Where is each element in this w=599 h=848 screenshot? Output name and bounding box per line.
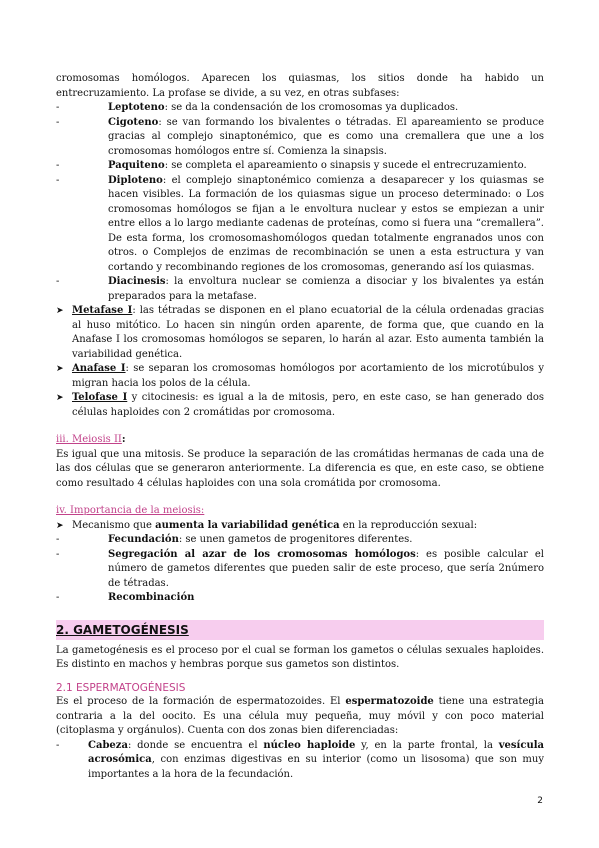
meiosis2-heading (56, 433, 544, 448)
item-text: : el complejo sinaptonémico comienza a desaparecer y los quiasmas se hacen visibles. La formación de los quiasmas sigue un proceso determinado: o Los cromosomas homólogos se fijan a le envoltura nuclear y estos se empiezan a unir entre ellos a lo largo mediante cadenas de proteínas, como si fuera una “cremallera”. De esta forma, los cromosomashomólogos quedan totalmente engranados unos con otros. o Complejos de enzimas de recombinación se unen a esta estructura y van cortando y recombinando regiones de los cromosomas, generando así los quiasmas. (108, 174, 544, 273)
arrow-bullet-icon: ➤ (56, 393, 64, 403)
list-item (56, 739, 544, 783)
espermato-heading: 2.1 ESPERMATOGÉNESIS (56, 681, 186, 694)
term-diacinesis: Diacinesis (108, 276, 166, 287)
heading-colon: : (121, 434, 126, 445)
term-paquiteno: Paquiteno (108, 160, 165, 171)
term-fecundacion: Fecundación (108, 534, 179, 545)
item-text: : se completa el apareamiento o sinapsis y sucede el entrecruzamiento. (164, 160, 527, 171)
item-text: y, en la parte frontal, la (355, 739, 499, 751)
dash-bullet: - (56, 534, 60, 545)
section-title: 2. GAMETOGÉNESIS (56, 622, 189, 637)
arrow-bullet-icon: ➤ (56, 306, 64, 316)
lead-text-post: en la reproducción sexual: (339, 519, 478, 531)
term-leptoteno: Leptoteno (108, 102, 165, 113)
item-text: : las tétradas se disponen en el plano ecuatorial de la célula ordenadas gracias al huso mitótico. Lo hacen sin ningún orden aparente, de forma que, que cuando en la Anafase I los cromosomas homólogos se separen, lo harán al azar. Esto aumenta también la variabilidad genética. (72, 305, 545, 360)
espermato-paragraph (56, 695, 544, 739)
gametogenesis-heading (56, 620, 544, 640)
dash-bullet: - (56, 592, 60, 603)
list-item (56, 304, 544, 362)
list-item (56, 101, 544, 116)
item-text: y citocinesis: es igual a la de mitosis, pero, en este caso, se han generado dos células haploides con 2 cromátidas por cromosoma. (72, 392, 544, 418)
item-text: : se da la condensación de los cromosomas ya duplicados. (164, 102, 459, 113)
item-text: : donde se encuentra el (127, 739, 264, 751)
dash-bullet: - (56, 102, 60, 113)
lead-text: Mecanismo que (72, 519, 156, 531)
dash-bullet: - (56, 160, 60, 171)
dash-bullet: - (56, 276, 60, 287)
importancia-heading (56, 504, 544, 519)
list-item (56, 533, 544, 548)
arrow-bullet-icon: ➤ (56, 520, 64, 531)
dash-bullet: - (56, 548, 60, 560)
item-text: : se separan los cromosomas homólogos por acortamiento de los microtúbulos y migran hacia los polos de la célula. (72, 363, 544, 389)
term-diploteno: Diploteno (108, 174, 163, 186)
term-vesicula: vesícula acrosómica (88, 739, 544, 765)
page-number: 2 (537, 795, 543, 806)
item-text: : la envoltura nuclear se comienza a disociar y los bivalentes ya están preparados para la metafase. (108, 276, 544, 302)
importancia-list (56, 533, 544, 606)
term-segregacion: Segregación al azar de los cromosomas homólogos (108, 548, 416, 560)
list-item (56, 174, 544, 276)
list-item (56, 591, 544, 606)
para-text-post: tiene una estrategia contraria a la del oocito. Es una célula muy pequeña, muy móvil y con poco material (citoplasma y orgánulos). Cuenta con dos zonas bien diferenciadas: (56, 696, 544, 736)
gametogenesis-paragraph: La gametogénesis es el proceso por el cual se forman los gametos o células sexuales haploides. Es distinto en machos y hembras porque sus gametos son distintos. (56, 644, 544, 670)
item-text: : es posible calcular el número de gametos diferentes que pueden salir de este proceso, que sería 2número de tétradas. (108, 548, 544, 589)
term-metafase: Metafase I (72, 305, 133, 316)
term-recombinacion: Recombinación (108, 592, 195, 603)
dash-bullet: - (56, 739, 60, 751)
lead-bold: aumenta la variabilidad genética (155, 519, 340, 531)
para-text: Es el proceso de la formación de espermatozoides. El (56, 696, 346, 707)
term-cigoteno: Cigoteno (108, 116, 159, 128)
meiosis2-heading-text: iii. Meiosis II (56, 434, 122, 445)
subfases-list (56, 101, 544, 304)
term-nucleo: núcleo haploide (263, 739, 356, 751)
list-item (56, 362, 544, 391)
list-item (56, 116, 544, 160)
arrow-bullet-icon: ➤ (56, 364, 64, 374)
list-item (56, 548, 544, 592)
list-item (56, 391, 544, 420)
document-page (56, 72, 544, 782)
item-text: : se unen gametos de progenitores diferentes. (178, 534, 413, 545)
intro-paragraph: cromosomas homólogos. Aparecen los quiasmas, los sitios donde ha habido un entrecruzamiento. La profase se divide, a su vez, en otras subfases: (56, 73, 544, 99)
list-item (56, 159, 544, 174)
term-anafase: Anafase I (72, 363, 126, 374)
list-item (56, 519, 544, 534)
meiosis2-paragraph: Es igual que una mitosis. Se produce la separación de las cromátidas hermanas de cada una de las dos células que se generaron anteriormente. La diferencia es que, en este caso, se obtiene como resultado 4 células haploides con una sola cromátida por cromosoma. (56, 448, 544, 489)
fases-list (56, 304, 544, 420)
list-item (56, 275, 544, 304)
item-text: , con enzimas digestivas en su interior (como un lisosoma) que son muy importantes a la hora de la fecundación. (88, 754, 544, 780)
term-telofase: Telofase I (72, 392, 128, 403)
para-bold: espermatozoide (345, 696, 434, 707)
item-text: : se van formando los bivalentes o tétradas. El apareamiento se produce gracias al complejo sinaptonémico, que es como una cremallera que une a los cromosomas homólogos entre sí. Comienza la sinapsis. (108, 116, 544, 157)
dash-bullet: - (56, 116, 60, 128)
dash-bullet: - (56, 174, 60, 186)
term-cabeza: Cabeza (88, 739, 128, 751)
importancia-heading-text: iv. Importancia de la meiosis: (56, 505, 205, 516)
